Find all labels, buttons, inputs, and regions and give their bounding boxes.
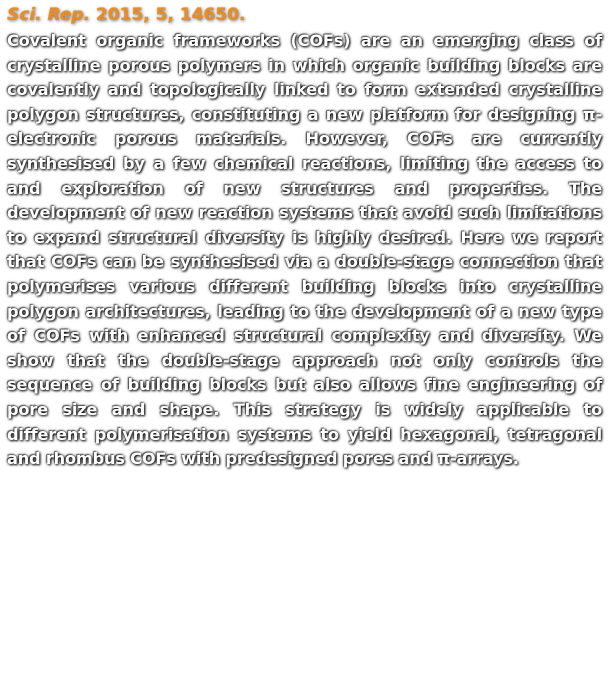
- journal-name: Sci. Rep.: [7, 5, 90, 25]
- abstract-text: Covalent organic frameworks (COFs) are an emerging class of crystalline porous polymers in which organic building blocks are covalently and topologically linked to form extended crystalline polygon structures, constituting a new platform for designing π-electronic porous materials. However, COFs are currently synthesised by a few chemical reactions, limiting the access to and exploration of new structures and properties. The development of new reaction systems that avoid such limitations to expand structural diversity is highly desired. Here we report that COFs can be synthesised via a double-stage connection that polymerises various different building blocks into crystalline polygon architectures, leading to the development of a new type of COFs with enhanced structural complexity and diversity. We show that the double-stage approach not only controls the sequence of building blocks but also allows fine engineering of pore size and shape. This strategy is widely applicable to different polymerisation systems to yield hexagonal, tetragonal and rhombus COFs with predesigned pores and π-arrays.: [7, 31, 602, 469]
- citation-details: 2015, 5, 14650.: [95, 5, 246, 25]
- citation-line: [7, 4, 602, 26]
